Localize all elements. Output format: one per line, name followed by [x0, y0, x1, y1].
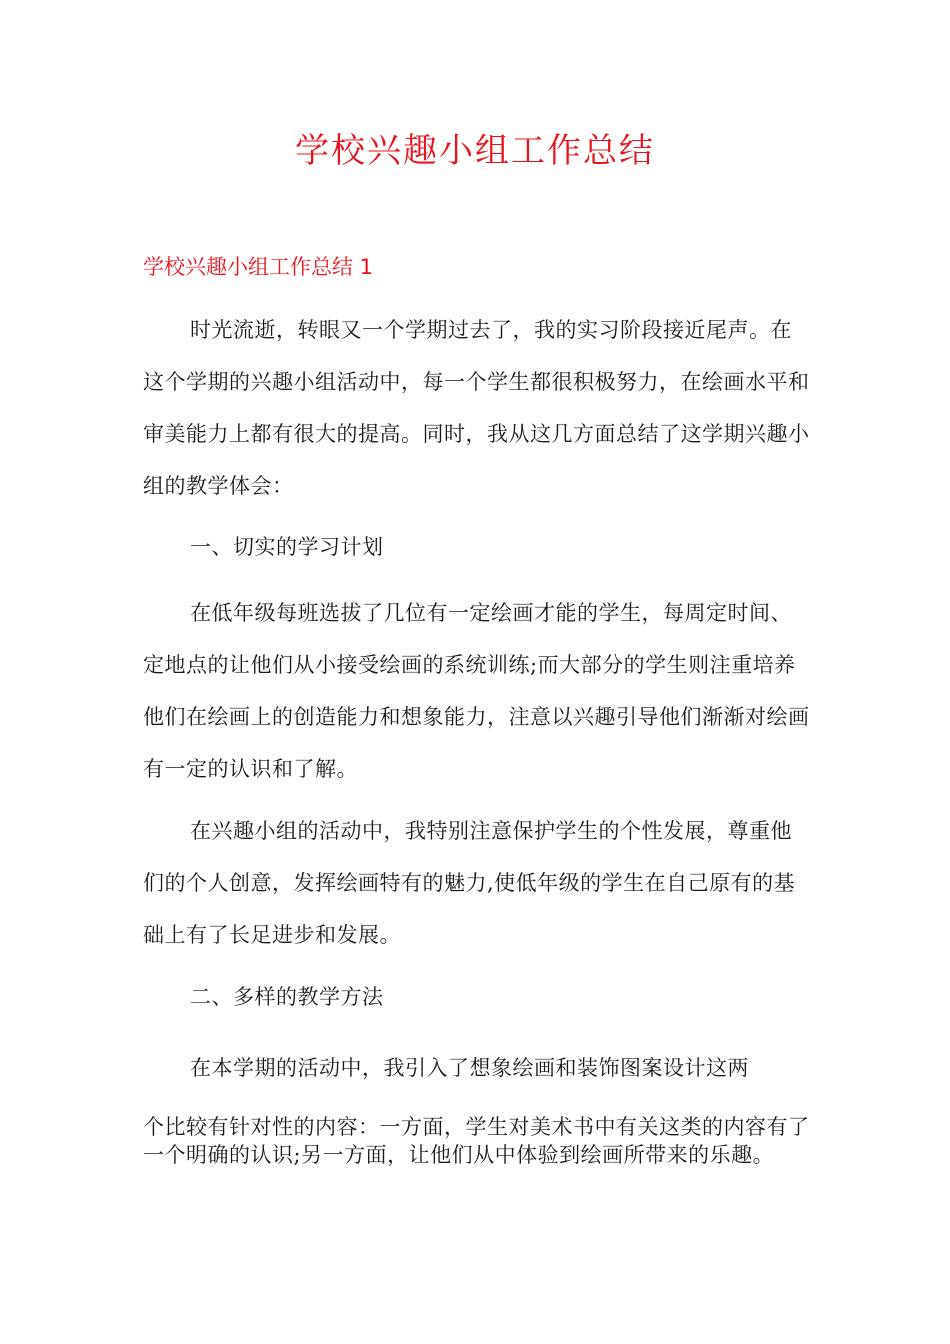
subheading-methods: 二、多样的教学方法 [190, 985, 384, 1009]
subheading-plan: 一、切实的学习计划 [190, 535, 384, 559]
document-title: 学校兴趣小组工作总结 [295, 131, 655, 171]
plan-paragraph-1: 在低年级每班选拔了几位有一定绘画才能的学生，每周定时间、定地点的让他们从小接受绘画的系统训练;而大部分的学生则注重培养他们在绘画上的创造能力和想象能力，注意以兴趣引导他们渐渐对绘画有一定的认识和了解。 [143, 601, 810, 781]
intro-paragraph: 时光流逝，转眼又一个学期过去了，我的实习阶段接近尾声。在这个学期的兴趣小组活动中，每一个学生都很积极努力，在绘画水平和审美能力上都有很大的提高。同时，我从这几方面总结了这学期兴趣小组的教学体会： [143, 318, 810, 498]
section-heading: 学校兴趣小组工作总结 1 [143, 255, 374, 279]
plan-paragraph-2: 在兴趣小组的活动中，我特别注意保护学生的个性发展，尊重他们的个人创意，发挥绘画特有的魅力,使低年级的学生在自己原有的基础上有了长足进步和发展。 [143, 819, 796, 947]
method-paragraph-first-line: 在本学期的活动中，我引入了想象绘画和装饰图案设计这两 [190, 1056, 749, 1080]
method-paragraph-continued: 个比较有针对性的内容：一方面，学生对美术书中有关这类的内容有了一个明确的认识;另一方面，让他们从中体验到绘画所带来的乐趣。 [143, 1115, 810, 1167]
